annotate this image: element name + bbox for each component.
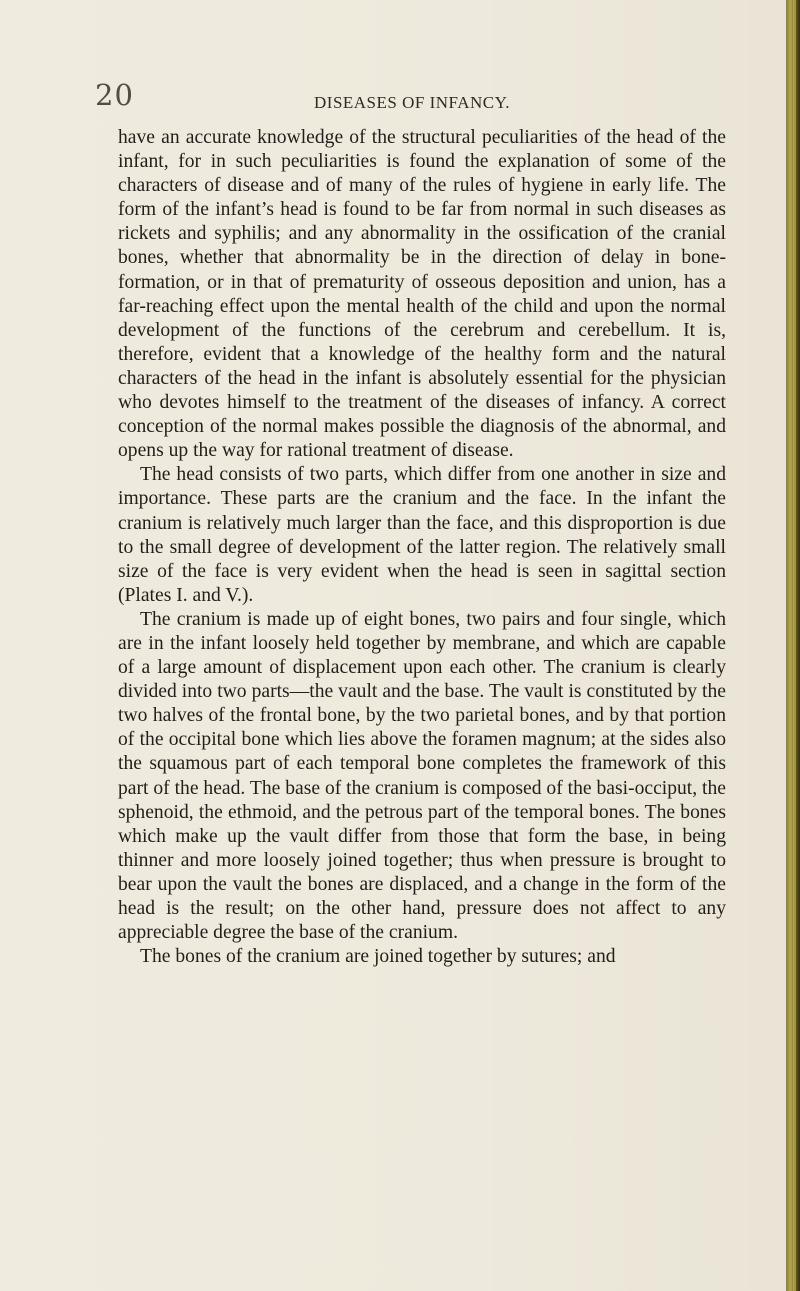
paragraph: have an accurate knowledge of the structural peculiarities of the head of the infant, for in such peculiarities is found the explanation of some of the characters of disease and of many of the rules of hygiene in early life. The form of the infant’s head is found to be far from normal in such diseases as rickets and syphilis; and any abnormality in the ossification of the cranial bones, whether that abnormality be in the direction of delay in bone-formation, or in that of prematurity of osseous deposition and union, has a far-reaching effect upon the mental health of the child and upon the normal development of the functions of the cerebrum and cerebellum. It is, therefore, evident that a knowledge of the healthy form and the natural characters of the head in the infant is absolutely essential for the physician who devotes himself to the treatment of the diseases of infancy. A correct conception of the normal makes possible the diagnosis of the abnormal, and opens up the way for rational treatment of disease. — [118, 127, 726, 462]
body-text — [118, 126, 726, 969]
paragraph: The head consists of two parts, which differ from one another in size and importance. These parts are the cranium and the face. In the infant the cranium is relatively much larger than the face, and this disproportion is due to the small degree of development of the latter region. The relatively small size of the face is very evident when the head is seen in sagittal section (Plates I. and V.). — [118, 464, 726, 606]
page-number: 20 — [95, 78, 134, 112]
paragraph: The cranium is made up of eight bones, two pairs and four single, which are in the infant loosely held together by membrane, and which are capable of a large amount of displacement upon each other. The cranium is clearly divided into two parts—the vault and the base. The vault is constituted by the two halves of the frontal bone, by the two parietal bones, and by that portion of the occipital bone which lies above the foramen magnum; at the sides also the squamous part of each temporal bone completes the framework of this part of the head. The base of the cranium is composed of the basi-occiput, the sphenoid, the ethmoid, and the petrous part of the temporal bones. The bones which make up the vault differ from those that form the base, in being thinner and more loosely joined together; thus when pressure is brought to bear upon the vault the bones are displaced, and a change in the form of the head is the result; on the other hand, pressure does not affect to any appreciable degree the base of the cranium. — [118, 608, 726, 944]
book-edge-highlight — [793, 0, 796, 1291]
paragraph: The bones of the cranium are joined together by sutures; and — [140, 946, 616, 968]
running-title: DISEASES OF INFANCY. — [314, 93, 510, 112]
